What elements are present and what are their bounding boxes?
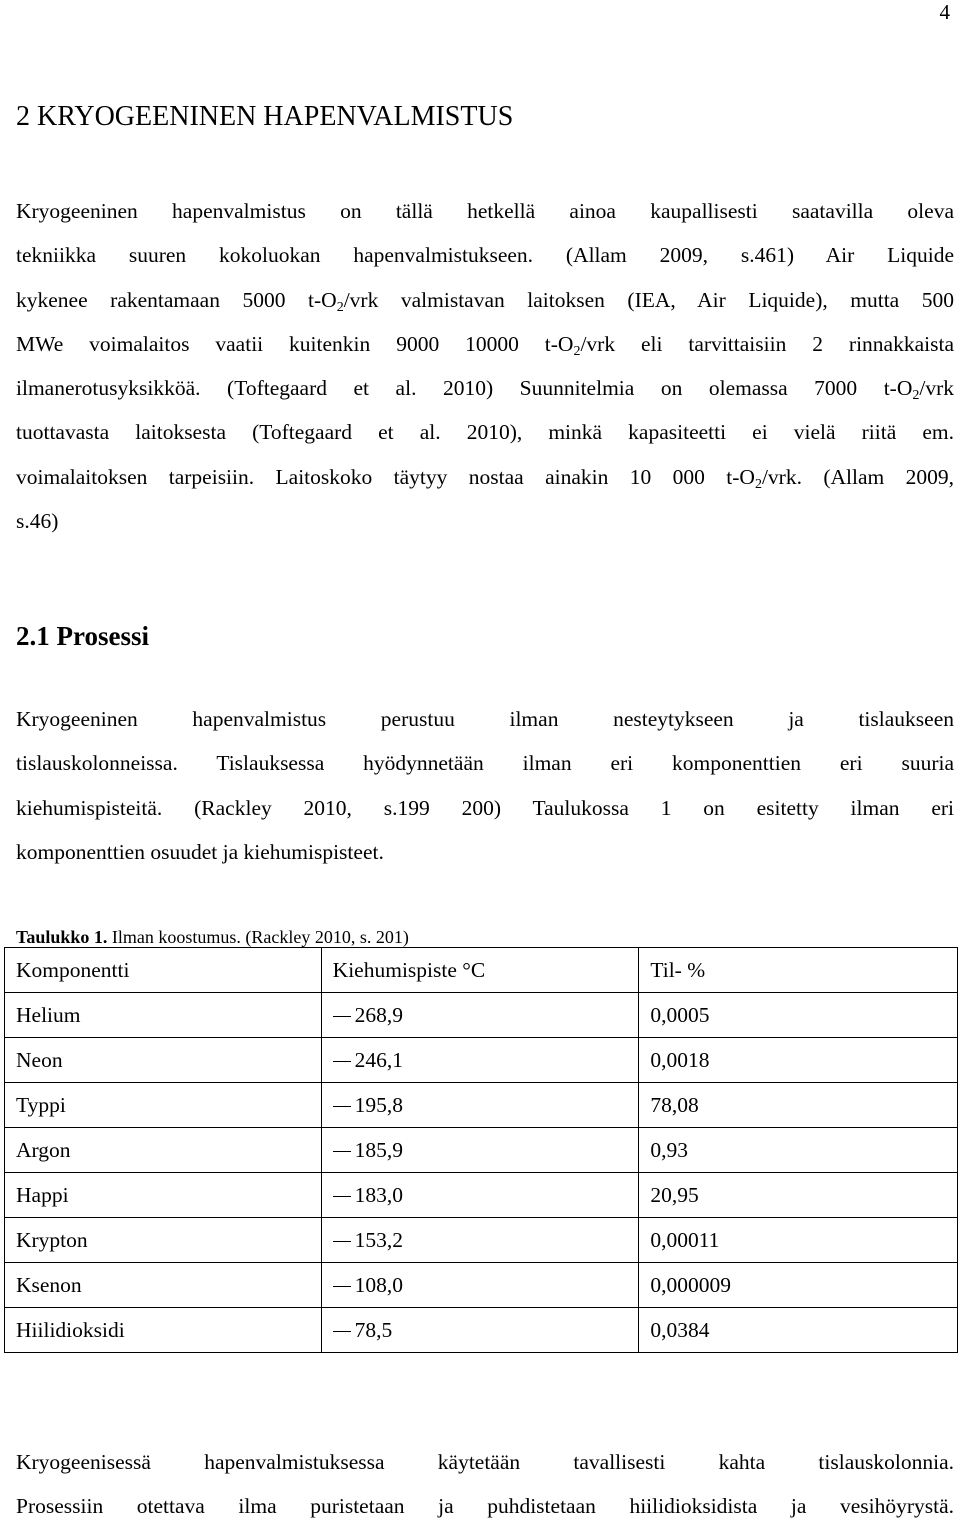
cell-volume-percent: 0,000009 bbox=[639, 1263, 958, 1308]
paragraph-line: Prosessiin otettava ilma puristetaan ja puhdistetaan hiilidioksidista ja vesihöyrystä. bbox=[16, 1494, 954, 1519]
page-number: 4 bbox=[939, 0, 950, 24]
table-header-row bbox=[5, 948, 958, 993]
table-row bbox=[5, 1038, 958, 1083]
table-row bbox=[5, 1308, 958, 1353]
cell-component: Helium bbox=[5, 993, 322, 1038]
minus-sign bbox=[333, 1016, 351, 1017]
paragraph-line: komponenttien osuudet ja kiehumispisteet. bbox=[16, 839, 384, 864]
paragraph-line: Kryogeeninen hapenvalmistus on tällä hetkellä ainoa kaupallisesti saatavilla oleva bbox=[16, 199, 954, 223]
table-row bbox=[5, 1173, 958, 1218]
minus-sign bbox=[333, 1151, 351, 1152]
header-volume-percent: Til- % bbox=[639, 948, 958, 993]
table-caption bbox=[16, 925, 409, 949]
table-row bbox=[5, 1263, 958, 1308]
cell-volume-percent: 0,93 bbox=[639, 1128, 958, 1173]
paragraph-line: s.46) bbox=[16, 509, 59, 534]
table-row bbox=[5, 1128, 958, 1173]
text-run: MWe voimalaitos vaatii kuitenkin 9000 10000 t-O bbox=[16, 331, 574, 356]
cell-boiling-point bbox=[321, 1128, 639, 1173]
cell-volume-percent: 0,00011 bbox=[639, 1218, 958, 1263]
cell-volume-percent: 0,0005 bbox=[639, 993, 958, 1038]
table-caption-label: Taulukko 1. bbox=[16, 927, 108, 947]
paragraph-line: Kryogeeninen hapenvalmistus perustuu ilman nesteytykseen ja tislaukseen bbox=[16, 707, 954, 731]
text-run: kykenee rakentamaan 5000 t-O bbox=[16, 287, 337, 312]
text-run: /vrk bbox=[919, 376, 954, 401]
paragraph-line: kiehumispisteitä. (Rackley 2010, s.199 200) Taulukossa 1 on esitetty ilman eri bbox=[16, 795, 954, 820]
cell-value: 246,1 bbox=[354, 1048, 404, 1072]
cell-value: 108,0 bbox=[354, 1273, 404, 1297]
minus-sign bbox=[333, 1241, 351, 1242]
cell-boiling-point bbox=[321, 1083, 639, 1128]
cell-boiling-point bbox=[321, 1263, 639, 1308]
paragraph-line: tuottavasta laitoksesta (Toftegaard et al. 2010), minkä kapasiteetti ei vielä riitä em. bbox=[16, 420, 954, 445]
cell-boiling-point bbox=[321, 1218, 639, 1263]
minus-sign bbox=[333, 1286, 351, 1287]
minus-sign bbox=[333, 1331, 351, 1332]
table-row bbox=[5, 1218, 958, 1263]
cell-value: 195,8 bbox=[354, 1093, 404, 1117]
cell-component: Neon bbox=[5, 1038, 322, 1083]
cell-volume-percent: 0,0384 bbox=[639, 1308, 958, 1353]
paragraph-line: tekniikka suuren kokoluokan hapenvalmistukseen. (Allam 2009, s.461) Air Liquide bbox=[16, 243, 954, 268]
cell-value: 153,2 bbox=[354, 1228, 404, 1252]
paragraph-line: tislauskolonneissa. Tislauksessa hyödynnetään ilman eri komponenttien eri suuria bbox=[16, 751, 954, 776]
paragraph-line bbox=[16, 455, 954, 499]
text-run: /vrk valmistavan laitoksen (IEA, Air Liquide), mutta 500 bbox=[343, 287, 955, 312]
text-run: ilmanerotusyksikköä. (Toftegaard et al. 2010) Suunnitelmia on olemassa 7000 t-O bbox=[16, 376, 913, 401]
chapter-title: 2 KRYOGEENINEN HAPENVALMISTUS bbox=[16, 101, 514, 132]
subscript: 2 bbox=[573, 343, 581, 359]
minus-sign bbox=[333, 1106, 351, 1107]
subscript: 2 bbox=[754, 476, 762, 492]
cell-component: Argon bbox=[5, 1128, 322, 1173]
table-row bbox=[5, 1083, 958, 1128]
text-run: /vrk. (Allam 2009, bbox=[761, 464, 954, 489]
paragraph-line bbox=[16, 322, 954, 366]
minus-sign bbox=[333, 1196, 351, 1197]
paragraph-line bbox=[16, 366, 954, 410]
subscript: 2 bbox=[336, 299, 344, 315]
air-composition-table bbox=[4, 947, 958, 1353]
cell-volume-percent: 78,08 bbox=[639, 1083, 958, 1128]
text-run: /vrk eli tarvittaisiin 2 rinnakkaista bbox=[580, 331, 955, 356]
cell-component: Hiilidioksidi bbox=[5, 1308, 322, 1353]
cell-component: Typpi bbox=[5, 1083, 322, 1128]
paragraph-process bbox=[16, 697, 954, 874]
section-title: 2.1 Prosessi bbox=[16, 621, 149, 651]
table-row bbox=[5, 993, 958, 1038]
table-caption-text: Ilman koostumus. (Rackley 2010, s. 201) bbox=[107, 927, 409, 947]
cell-value: 268,9 bbox=[354, 1003, 404, 1027]
cell-boiling-point bbox=[321, 993, 639, 1038]
header-component: Komponentti bbox=[5, 948, 322, 993]
header-boiling-point: Kiehumispiste °C bbox=[321, 948, 639, 993]
cell-boiling-point bbox=[321, 1173, 639, 1218]
cell-volume-percent: 20,95 bbox=[639, 1173, 958, 1218]
paragraph-line: Kryogeenisessä hapenvalmistuksessa käytetään tavallisesti kahta tislauskolonnia. bbox=[16, 1450, 954, 1474]
cell-boiling-point bbox=[321, 1038, 639, 1083]
paragraph-line bbox=[16, 278, 954, 322]
cell-boiling-point bbox=[321, 1308, 639, 1353]
cell-value: 78,5 bbox=[354, 1318, 393, 1342]
cell-value: 183,0 bbox=[354, 1183, 404, 1207]
cell-component: Ksenon bbox=[5, 1263, 322, 1308]
paragraph-columns bbox=[16, 1440, 954, 1529]
cell-component: Krypton bbox=[5, 1218, 322, 1263]
paragraph-intro bbox=[16, 189, 954, 543]
minus-sign bbox=[333, 1061, 351, 1062]
text-run: voimalaitoksen tarpeisiin. Laitoskoko täytyy nostaa ainakin 10 000 t-O bbox=[16, 464, 755, 489]
cell-volume-percent: 0,0018 bbox=[639, 1038, 958, 1083]
cell-component: Happi bbox=[5, 1173, 322, 1218]
subscript: 2 bbox=[912, 388, 920, 404]
cell-value: 185,9 bbox=[354, 1138, 404, 1162]
